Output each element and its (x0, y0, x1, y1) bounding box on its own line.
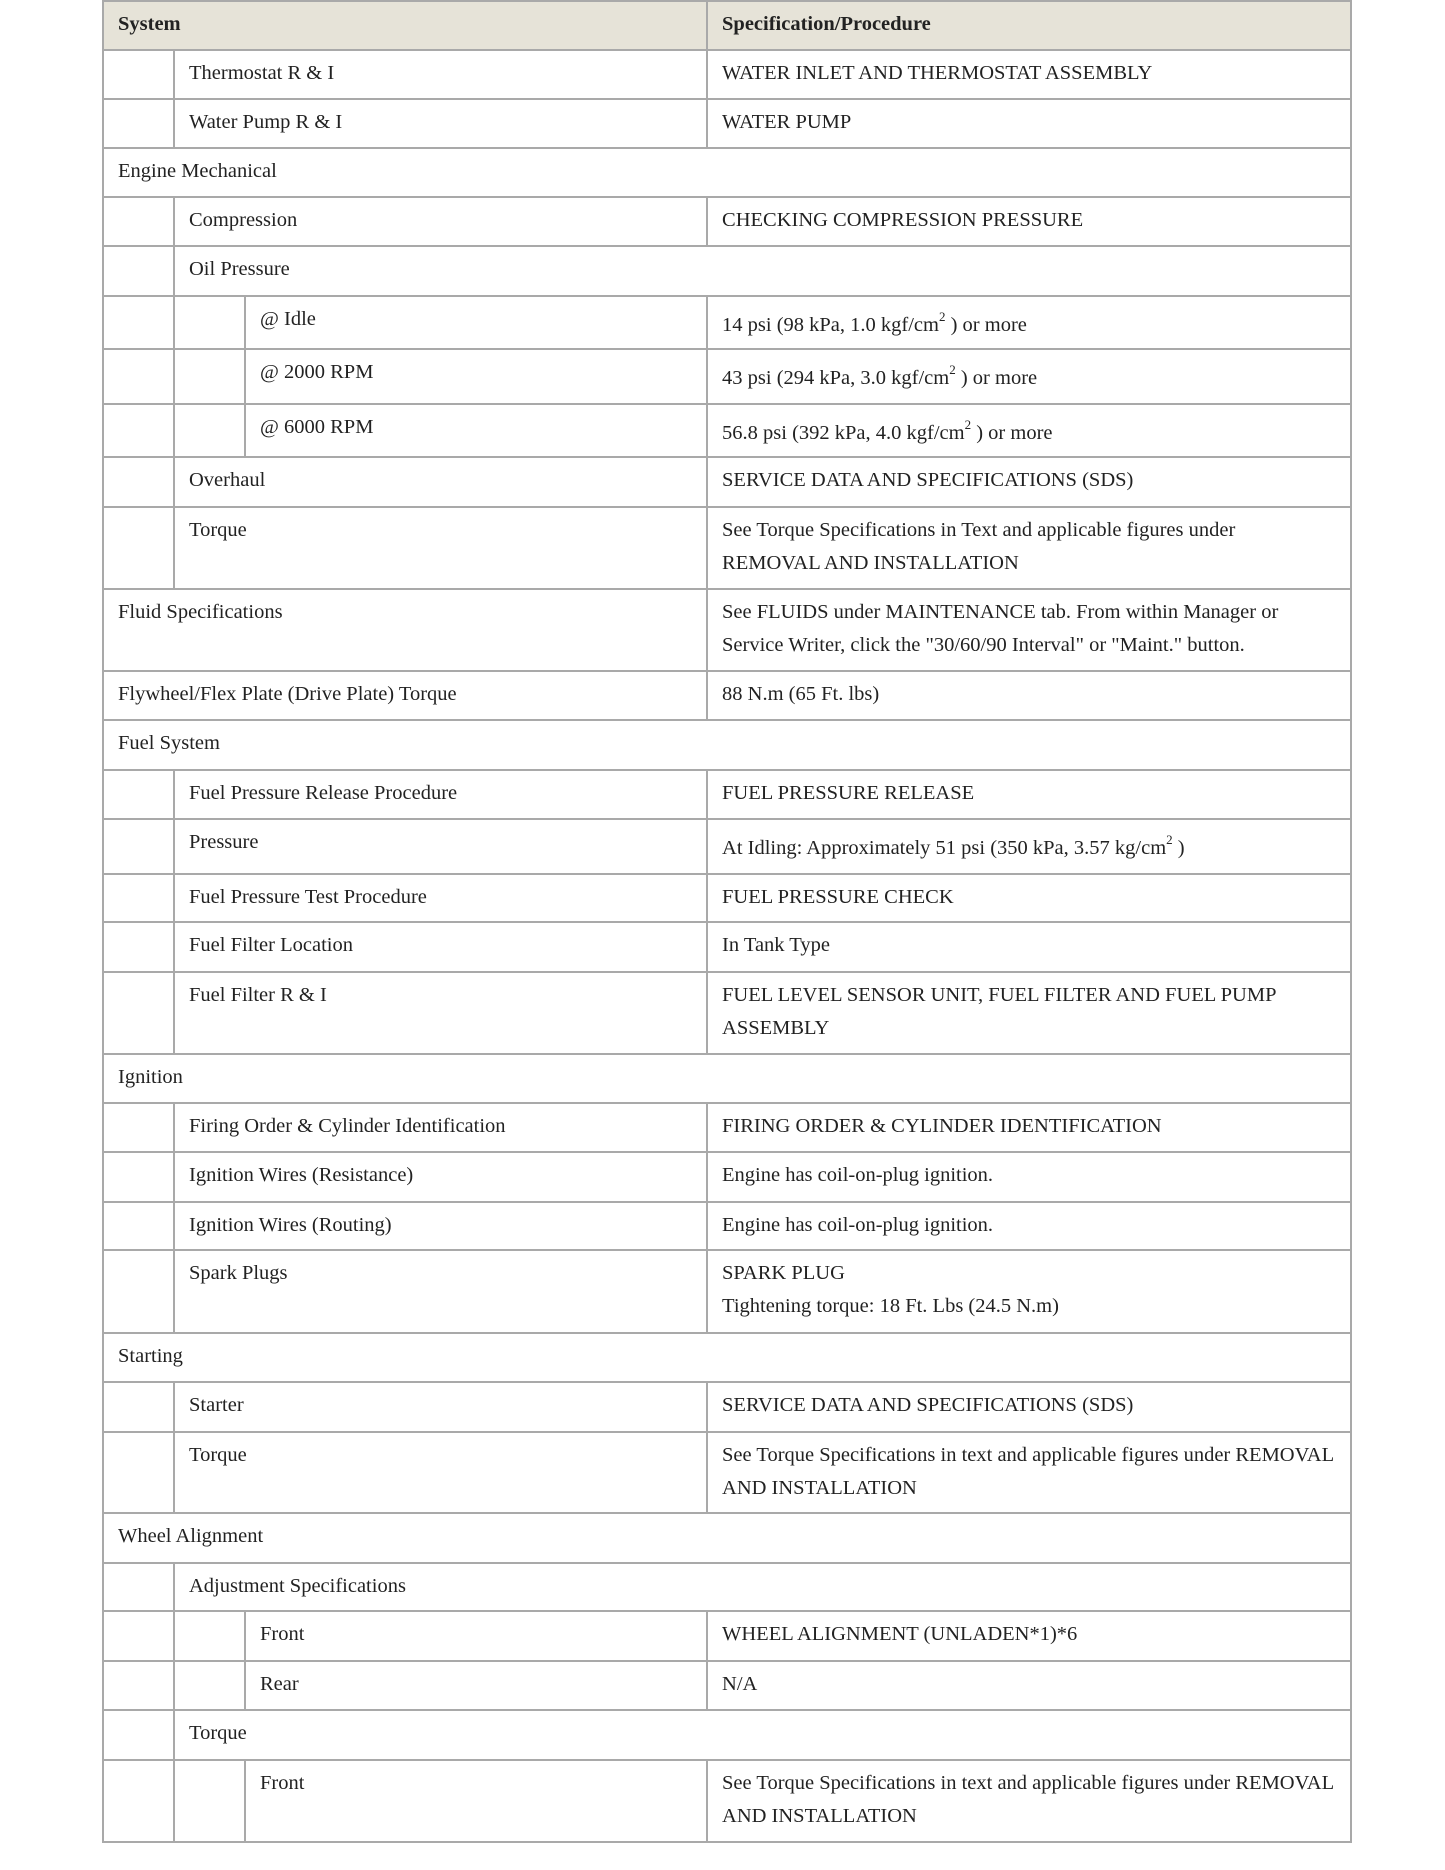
header-spec: Specification/Procedure (707, 1, 1351, 50)
spec-text: 56.8 psi (392 kPa, 4.0 kgf/cm (722, 422, 965, 444)
spec-text: At Idling: Approximately 51 psi (350 kPa, 3.57 kg/cm (722, 837, 1167, 859)
row-label: Torque (174, 507, 707, 589)
table-row (103, 404, 1351, 457)
spec-line: SPARK PLUG (722, 1262, 845, 1284)
section-label: Ignition (103, 1054, 1351, 1103)
spec-superscript: 2 (938, 309, 946, 325)
spec-cell: In Tank Type (707, 922, 1351, 972)
row-label: Compression (174, 197, 707, 246)
indent-cell (103, 50, 174, 99)
row-label: Spark Plugs (174, 1250, 707, 1333)
table-row (103, 457, 1351, 507)
spec-cell: SERVICE DATA AND SPECIFICATIONS (SDS) (707, 1382, 1351, 1432)
table-row (103, 1250, 1351, 1333)
table-row (103, 1382, 1351, 1432)
table-body (103, 50, 1351, 1842)
row-label: Fuel Filter Location (174, 922, 707, 972)
section-row (103, 1710, 1351, 1760)
indent-cell (103, 1202, 174, 1250)
spec-cell: Engine has coil-on-plug ignition. (707, 1202, 1351, 1250)
section-row (103, 1054, 1351, 1103)
spec-cell (707, 819, 1351, 874)
table-row (103, 1611, 1351, 1661)
table-row (103, 874, 1351, 922)
table-row (103, 1432, 1351, 1513)
spec-cell: N/A (707, 1661, 1351, 1710)
spec-cell: See Torque Specifications in text and applicable figures under REMOVAL AND INSTALLATION (707, 1432, 1351, 1513)
section-label: Torque (174, 1710, 1351, 1760)
indent-cell (103, 246, 174, 296)
spec-text-suffix: ) (1172, 837, 1185, 859)
spec-cell (707, 296, 1351, 349)
indent-cell (103, 507, 174, 589)
indent-cell (103, 1250, 174, 1333)
indent-cell (103, 349, 174, 404)
table-row (103, 197, 1351, 246)
row-label: Ignition Wires (Routing) (174, 1202, 707, 1250)
indent-cell (174, 296, 245, 349)
indent-cell (103, 1152, 174, 1202)
table-row (103, 1103, 1351, 1152)
indent-cell (103, 1710, 174, 1760)
row-label: @ 2000 RPM (245, 349, 707, 404)
row-label: Ignition Wires (Resistance) (174, 1152, 707, 1202)
indent-cell (103, 1103, 174, 1152)
indent-cell (174, 349, 245, 404)
row-label: Fuel Pressure Test Procedure (174, 874, 707, 922)
row-label: Front (245, 1611, 707, 1661)
section-label: Oil Pressure (174, 246, 1351, 296)
table-row (103, 671, 1351, 720)
section-row (103, 148, 1351, 197)
indent-cell (174, 404, 245, 457)
section-row (103, 720, 1351, 770)
row-label: Fuel Pressure Release Procedure (174, 770, 707, 819)
indent-cell (103, 1760, 174, 1842)
spec-cell: See FLUIDS under MAINTENANCE tab. From within Manager or Service Writer, click the "30/60/90 Interval" or "Maint." button. (707, 589, 1351, 671)
indent-cell (103, 874, 174, 922)
spec-cell: See Torque Specifications in text and applicable figures under REMOVAL AND INSTALLATION (707, 1760, 1351, 1842)
section-label: Starting (103, 1333, 1351, 1382)
indent-cell (103, 457, 174, 507)
table-row (103, 922, 1351, 972)
spec-cell (707, 1250, 1351, 1333)
indent-cell (103, 819, 174, 874)
row-label: Fuel Filter R & I (174, 972, 707, 1054)
indent-cell (103, 197, 174, 246)
section-row (103, 246, 1351, 296)
row-label: @ Idle (245, 296, 707, 349)
indent-cell (174, 1661, 245, 1710)
spec-cell: FUEL PRESSURE CHECK (707, 874, 1351, 922)
spec-superscript: 2 (964, 417, 972, 433)
indent-cell (103, 296, 174, 349)
spec-cell: WATER PUMP (707, 99, 1351, 148)
spec-cell: Engine has coil-on-plug ignition. (707, 1152, 1351, 1202)
row-label: Rear (245, 1661, 707, 1710)
row-label: Flywheel/Flex Plate (Drive Plate) Torque (103, 671, 707, 720)
indent-cell (174, 1760, 245, 1842)
section-label: Wheel Alignment (103, 1513, 1351, 1563)
table-row (103, 1202, 1351, 1250)
indent-cell (103, 1432, 174, 1513)
header-row (103, 1, 1351, 50)
indent-cell (103, 1611, 174, 1661)
row-label: Fluid Specifications (103, 589, 707, 671)
table-row (103, 349, 1351, 404)
row-label: Torque (174, 1432, 707, 1513)
table-row (103, 99, 1351, 148)
spec-table (102, 0, 1352, 1843)
table-row (103, 1760, 1351, 1842)
spec-cell: SERVICE DATA AND SPECIFICATIONS (SDS) (707, 457, 1351, 507)
spec-cell: FIRING ORDER & CYLINDER IDENTIFICATION (707, 1103, 1351, 1152)
row-label: @ 6000 RPM (245, 404, 707, 457)
spec-cell: 88 N.m (65 Ft. lbs) (707, 671, 1351, 720)
spec-cell (707, 404, 1351, 457)
row-label: Front (245, 1760, 707, 1842)
spec-cell: FUEL LEVEL SENSOR UNIT, FUEL FILTER AND FUEL PUMP ASSEMBLY (707, 972, 1351, 1054)
table-row (103, 589, 1351, 671)
indent-cell (103, 770, 174, 819)
table-row (103, 972, 1351, 1054)
section-label: Fuel System (103, 720, 1351, 770)
spec-superscript: 2 (949, 362, 956, 378)
spec-cell: WATER INLET AND THERMOSTAT ASSEMBLY (707, 50, 1351, 99)
row-label: Overhaul (174, 457, 707, 507)
row-label: Pressure (174, 819, 707, 874)
section-label: Engine Mechanical (103, 148, 1351, 197)
indent-cell (103, 1563, 174, 1611)
section-row (103, 1333, 1351, 1382)
section-row (103, 1563, 1351, 1611)
spec-line: Tightening torque: 18 Ft. Lbs (24.5 N.m) (722, 1295, 1059, 1317)
indent-cell (174, 1611, 245, 1661)
indent-cell (103, 922, 174, 972)
row-label: Thermostat R & I (174, 50, 707, 99)
indent-cell (103, 99, 174, 148)
table-row (103, 770, 1351, 819)
table-row (103, 819, 1351, 874)
indent-cell (103, 1661, 174, 1710)
table-row (103, 507, 1351, 589)
row-label: Firing Order & Cylinder Identification (174, 1103, 707, 1152)
spec-superscript: 2 (1166, 832, 1173, 848)
table-row (103, 296, 1351, 349)
table-row (103, 1152, 1351, 1202)
row-label: Water Pump R & I (174, 99, 707, 148)
spec-text-suffix: ) or more (945, 314, 1027, 336)
indent-cell (103, 972, 174, 1054)
spec-text-suffix: ) or more (971, 422, 1053, 444)
spec-cell: FUEL PRESSURE RELEASE (707, 770, 1351, 819)
spec-cell: WHEEL ALIGNMENT (UNLADEN*1)*6 (707, 1611, 1351, 1661)
spec-cell (707, 349, 1351, 404)
spec-cell: See Torque Specifications in Text and applicable figures under REMOVAL AND INSTALLATION (707, 507, 1351, 589)
spec-text-suffix: ) or more (955, 367, 1038, 389)
table-row (103, 50, 1351, 99)
spec-text: 43 psi (294 kPa, 3.0 kgf/cm (722, 367, 950, 389)
row-label: Starter (174, 1382, 707, 1432)
spec-cell: CHECKING COMPRESSION PRESSURE (707, 197, 1351, 246)
section-row (103, 1513, 1351, 1563)
spec-text: 14 psi (98 kPa, 1.0 kgf/cm (722, 314, 939, 336)
indent-cell (103, 404, 174, 457)
indent-cell (103, 1382, 174, 1432)
section-label: Adjustment Specifications (174, 1563, 1351, 1611)
table-row (103, 1661, 1351, 1710)
header-system: System (103, 1, 707, 50)
